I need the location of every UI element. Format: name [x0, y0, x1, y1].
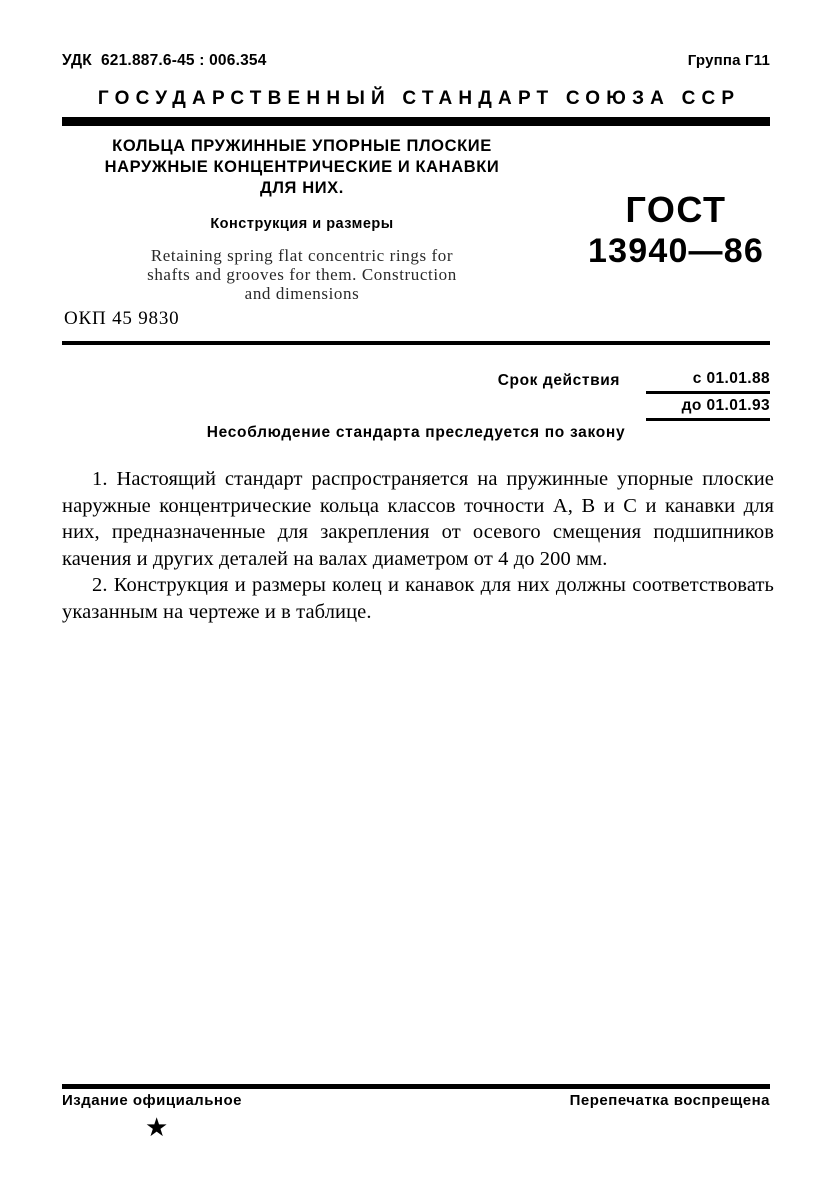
- validity-dates: [646, 370, 770, 421]
- document-title-line-1: КОЛЬЦА ПРУЖИННЫЕ УПОРНЫЕ ПЛОСКИЕ: [112, 137, 492, 155]
- english-title-line-1: Retaining spring flat concentric rings for: [150, 246, 454, 265]
- divider-rule-top: [62, 117, 770, 126]
- document-title-line-2: НАРУЖНЫЕ КОНЦЕНТРИЧЕСКИЕ И КАНАВКИ: [104, 158, 500, 176]
- document-title-line-3: ДЛЯ НИХ.: [260, 179, 344, 197]
- english-title-line-3: and dimensions: [244, 284, 360, 303]
- group-code: Группа Г11: [687, 52, 770, 69]
- okp-code: ОКП 45 9830: [64, 308, 180, 329]
- document-header: [62, 52, 770, 70]
- validity-label: Срок действия: [497, 372, 620, 389]
- title-block: [62, 136, 542, 303]
- standard-label: ГОСТ: [625, 189, 727, 230]
- star-icon: ★: [145, 1113, 169, 1142]
- standard-designation: [556, 190, 796, 272]
- state-standard-banner: ГОСУДАРСТВЕННЫЙ СТАНДАРТ СОЮЗА ССР: [97, 88, 741, 109]
- standard-number: 13940—86: [588, 232, 764, 270]
- document-body: [62, 466, 774, 625]
- divider-rule-middle: [62, 341, 770, 345]
- footer-reprint-notice: Перепечатка воспрещена: [569, 1092, 770, 1109]
- law-notice: Несоблюдение стандарта преследуется по закону: [206, 424, 626, 441]
- validity-date-from: с 01.01.88: [646, 370, 770, 394]
- divider-rule-footer: [62, 1084, 770, 1089]
- body-paragraph-1: 1. Настоящий стандарт распространяется на пружинные упорные плоские наружные концентрические кольца классов точности А, В и С и канавки для них, предназначенные для закрепления от осевого смещения подшипников качения и других деталей на валах диаметром от 4 до 200 мм.: [62, 468, 774, 570]
- body-paragraph-2: 2. Конструкция и размеры колец и канавок для них должны соответствовать указанным на чертеже и в таблице.: [62, 574, 774, 623]
- validity-date-to: до 01.01.93: [646, 394, 770, 421]
- udk-code: УДК 621.887.6-45 : 006.354: [62, 52, 267, 69]
- document-subtitle: Конструкция и размеры: [210, 216, 394, 232]
- english-title-line-2: shafts and grooves for them. Construction: [147, 265, 457, 284]
- document-title-english: [62, 246, 542, 303]
- validity-period: [480, 370, 770, 421]
- document-footer: [62, 1092, 770, 1109]
- document-title: [62, 136, 542, 199]
- footer-edition-label: Издание официальное: [62, 1092, 243, 1109]
